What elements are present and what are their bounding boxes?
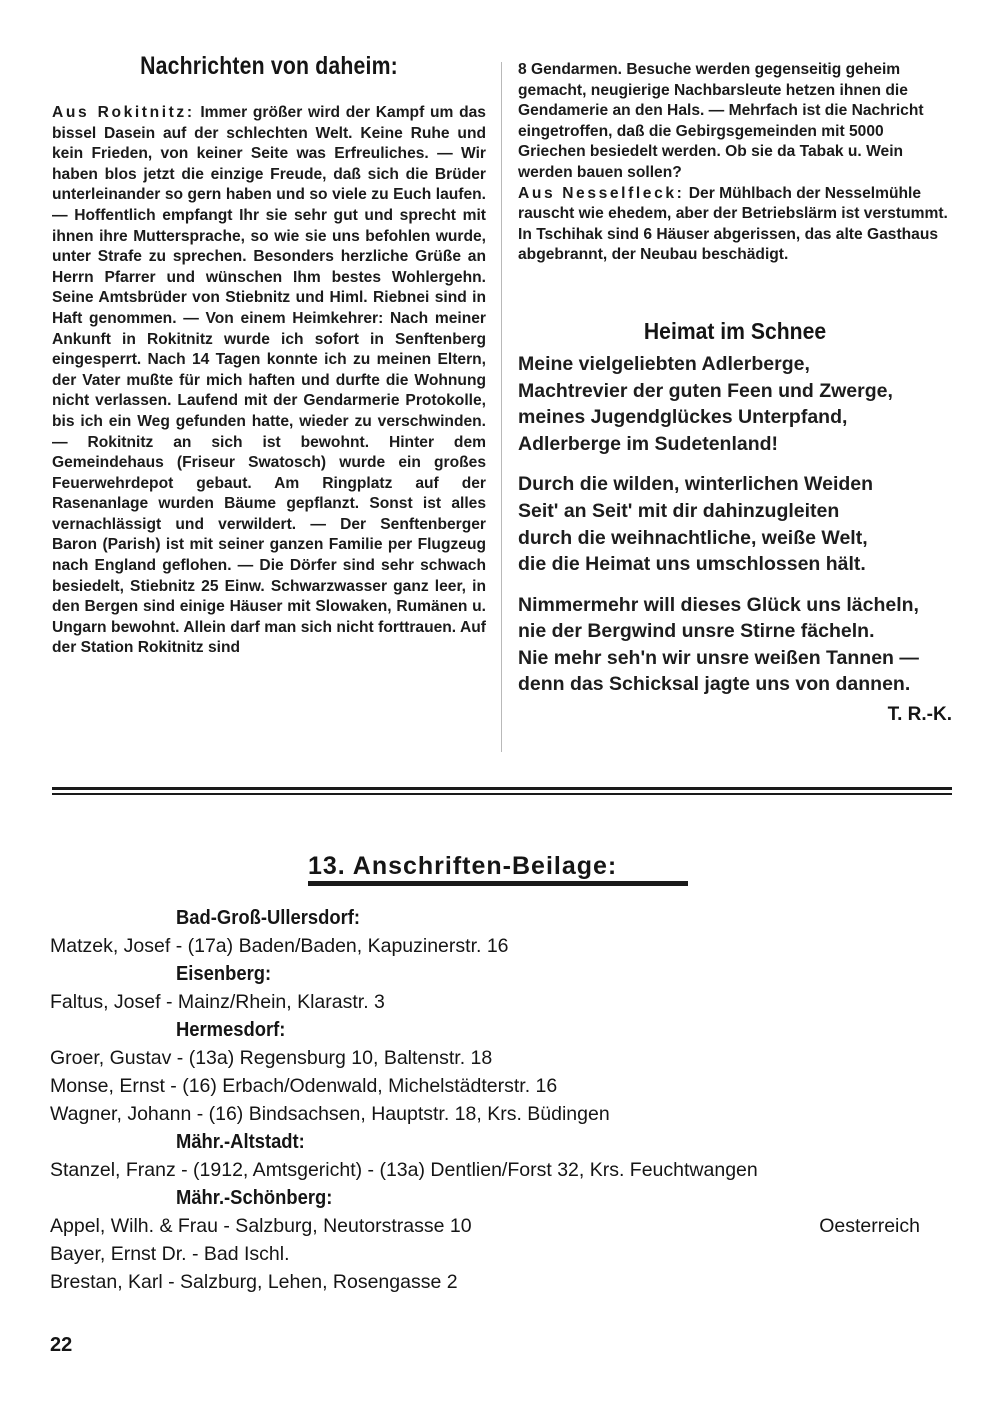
report-text: Immer größer wird der Kampf um das bissel Dasein auf der schlechten Welt. Keine Ruhe und kein Frieden, von keiner Seite was Erfreuliches. — Wir haben blos jetzt die einzige Freude, daß sich die Brüder unterleinander so gern haben und so viele zu Euch laufen. — Hoffentlich empfangt Ihr sie sehr gut und sprecht mit ihnen ihre Muttersprache, so wie sie uns befohlen wurde, unter Strafe zu sprechen. Besonders herzliche Grüße an Herrn Pfarrer und wünschen Ihm bestes Wohlergehn. Seine Amtsbrüder von Stiebnitz und Himl. Riebnei sind in Haft genommen. — Von einem Heimkehrer: Nach meiner Ankunft in Rokitnitz wurde ich sofort in Senftenberg eingesperrt. Nach 14 Tagen konnte ich zu meinen Eltern, der Vater mußte für mich haften und durfte die Wohnung nicht verlassen. Laufend mit der Gendarmerie Protokolle, bis ich ein Weg gefunden hatte, wieder zu verschwinden. — Rokitnitz an sich ist bewohnt. Hinter dem Gemeindehaus (Friseur Swatosch) wurde ein großes Feuerwehrdepot gebaut. Am Ringplatz auf der Rasenanlage wurden Bäume gepflanzt. Sonst ist alles vernachlässigt und verwildert. — Der Senftenberger Baron (Parish) ist mit seiner ganzen Familie per Flugzeug nach England geflohen. — Die Dörfer sind sehr schwach besiedelt, Stiebnitz 25 Einw. Schwarzwasser ganz leer, in den Bergen sind einige Häuser mit Slowaken, Rumänen u. Ungarn bewohnt. Allein darf man sich nicht forttrauen. Auf der Station Rokitnitz sind: [52, 104, 486, 657]
place-heading: Hermesdorf:: [176, 1019, 286, 1041]
place-heading: Mähr.-Altstadt:: [176, 1131, 305, 1153]
right-column: [518, 60, 952, 726]
address-entry: Bayer, Ernst Dr. - Bad Ischl.: [50, 1243, 290, 1265]
left-column: [52, 52, 486, 659]
section-title: Nachrichten von daheim:: [140, 52, 398, 80]
report-rokitnitz: [52, 103, 486, 659]
address-entry: Stanzel, Franz - (1912, Amtsgericht) - (13a) Dentlien/Forst 32, Krs. Feuchtwangen: [50, 1159, 758, 1181]
report-nesselfleck: [518, 184, 952, 266]
address-entry: Matzek, Josef - (17a) Baden/Baden, Kapuzinerstr. 16: [50, 935, 509, 957]
poem-line: durch die weihnachtliche, weiße Welt,: [518, 526, 868, 549]
address-entry: Brestan, Karl - Salzburg, Lehen, Rosengasse 2: [50, 1271, 458, 1293]
poem-line: Meine vielgeliebten Adlerberge,: [518, 352, 810, 375]
section-divider: [52, 787, 952, 795]
place-heading: Eisenberg:: [176, 963, 272, 985]
page-number: 22: [50, 1334, 73, 1356]
address-entry: Wagner, Johann - (16) Bindsachsen, Hauptstr. 18, Krs. Büdingen: [50, 1103, 610, 1125]
poem-line: Adlerberge im Sudetenland!: [518, 432, 779, 455]
beilage-title: 13. Anschriften-Beilage:: [308, 852, 688, 884]
address-entry: Appel, Wilh. & Frau - Salzburg, Neutorstrasse 10: [50, 1215, 472, 1237]
poem-line: Seit' an Seit' mit dir dahinzugleiten: [518, 499, 840, 522]
address-list: [50, 906, 950, 1298]
place-heading: Mähr.-Schönberg:: [176, 1187, 333, 1209]
poem-line: nie der Bergwind unsre Stirne fächeln.: [518, 620, 875, 643]
address-entry-row: [50, 1214, 950, 1238]
poem-line: Durch die wilden, winterlichen Weiden: [518, 473, 874, 496]
report-place-label: Aus Rokitnitz:: [52, 104, 195, 121]
address-entry: Groer, Gustav - (13a) Regensburg 10, Baltenstr. 18: [50, 1047, 493, 1069]
poem-line: meines Jugendglückes Unterpfand,: [518, 406, 848, 429]
report2-place-label: Aus Nesselfleck:: [518, 184, 685, 202]
poem-line: Nie mehr seh'n wir unsre weißen Tannen —: [518, 646, 919, 669]
poem-line: Nimmermehr will dieses Glück uns lächeln,: [518, 593, 919, 616]
address-entry: Faltus, Josef - Mainz/Rhein, Klarastr. 3: [50, 991, 385, 1013]
place-heading: Bad-Groß-Ullersdorf:: [176, 907, 360, 929]
poem-title: Heimat im Schnee: [643, 317, 827, 344]
region-label: Oesterreich: [819, 1215, 920, 1237]
poem-stanza: [518, 592, 952, 698]
column-divider: [501, 62, 502, 752]
poem-line: denn das Schicksal jagte uns von dannen.: [518, 673, 911, 696]
poem-stanza: [518, 471, 952, 577]
report-continuation: 8 Gendarmen. Besuche werden gegenseitig geheim gemacht, neugierige Nachbarsleute hetzen ihnen die Gendamerie an den Hals. — Mehrfach ist die Nachricht eingetroffen, daß die Gebirgsgemeinden mit 5000 Griechen besiedelt werden. Ob sie da Tabak u. Wein werden bauen sollen?: [518, 61, 924, 181]
poem-line: die die Heimat uns umschlossen hält.: [518, 553, 866, 576]
poem-stanza: [518, 351, 952, 457]
poem-line: Machtrevier der guten Feen und Zwerge,: [518, 379, 893, 402]
address-entry: Monse, Ernst - (16) Erbach/Odenwald, Michelstädterstr. 16: [50, 1075, 558, 1097]
poem-author: T. R.-K.: [887, 704, 952, 726]
report2-text: Der Mühlbach der Nesselmühle rauscht wie ehedem, aber der Betriebslärm ist verstummt. In Tschihak sind 6 Häuser abgerissen, das alte Gasthaus abgebrannt, der Neubau beschädigt.: [518, 184, 948, 264]
